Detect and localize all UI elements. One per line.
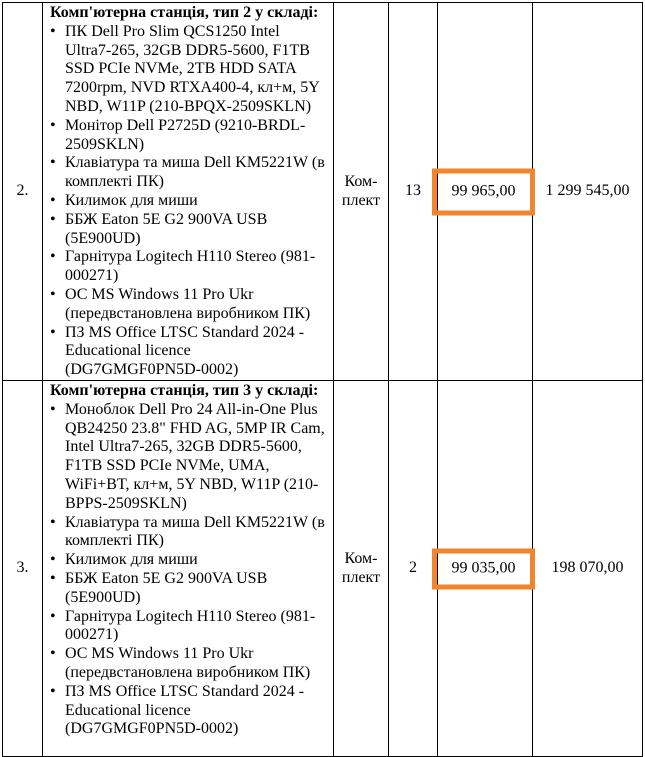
list-item: • ОС MS Windows 11 Pro Ukr (передвстановлена виробником ПК) xyxy=(50,286,328,324)
document-page xyxy=(2,2,643,757)
list-item: • Килимок для миши xyxy=(50,192,328,211)
row-number-cell xyxy=(3,3,43,381)
unit-price-value: 99 965,00 xyxy=(451,182,516,200)
item-description-cell xyxy=(43,3,334,381)
table-row xyxy=(3,3,643,381)
list-item: • Клавіатура та миша Dell KM5221W (в комплекті ПК) xyxy=(50,154,328,192)
row-number-cell xyxy=(3,381,43,757)
unit-price-value: 99 035,00 xyxy=(451,559,516,577)
table-row xyxy=(3,381,643,757)
list-item: • ББЖ Eaton 5E G2 900VA USB (5E900UD) xyxy=(50,211,328,249)
list-item: • ОС MS Windows 11 Pro Ukr (передвстановлена виробником ПК) xyxy=(50,645,328,683)
list-item: • Клавіатура та миша Dell KM5221W (в комплекті ПК) xyxy=(50,514,328,552)
list-item: • Гарнітура Logitech H110 Stereo (981-000271) xyxy=(50,608,328,646)
total-cell xyxy=(533,3,643,381)
unit-value: Ком-плект xyxy=(341,549,381,586)
total-value: 198 070,00 xyxy=(551,559,624,577)
unit-price-cell xyxy=(438,3,533,381)
item-title: Комп'ютерна станція, тип 3 у складі: xyxy=(50,382,319,399)
component-list xyxy=(50,23,328,380)
row-number: 3. xyxy=(16,559,29,577)
list-item: • ПЗ MS Office LTSC Standard 2024 - Educational licence (DG7GMGF0PN5D-0002) xyxy=(50,683,328,739)
list-item: • ББЖ Eaton 5E G2 900VA USB (5E900UD) xyxy=(50,570,328,608)
item-title: Комп'ютерна станція, тип 2 у складі: xyxy=(50,4,319,21)
price-highlight-box xyxy=(432,168,535,215)
unit-value: Ком-плект xyxy=(341,172,381,209)
quantity-value: 13 xyxy=(405,182,421,200)
quantity-cell xyxy=(389,3,438,381)
quantity-value: 2 xyxy=(409,559,417,577)
unit-cell xyxy=(334,3,389,381)
list-item: • ПК Dell Pro Slim QCS1250 Intel Ultra7-265, 32GB DDR5-5600, F1TB SSD PCIe NVMe, 2TB HDD SATA 7200rpm, NVD RTXA400-4, кл+м, 5Y NBD, W11P (210-BPQX-2509SKLN) xyxy=(50,23,328,117)
list-item: • Монітор Dell P2725D (9210-BRDL-2509SKLN) xyxy=(50,117,328,155)
procurement-items-table xyxy=(2,2,643,757)
total-value: 1 299 545,00 xyxy=(545,182,630,200)
total-cell xyxy=(533,381,643,757)
item-description-cell xyxy=(43,381,334,757)
list-item: • Килимок для миши xyxy=(50,551,328,570)
unit-cell xyxy=(334,381,389,757)
unit-price-cell xyxy=(438,381,533,757)
quantity-cell xyxy=(389,381,438,757)
list-item: • Гарнітура Logitech H110 Stereo (981-000271) xyxy=(50,248,328,286)
price-highlight-box xyxy=(432,548,535,589)
row-number: 2. xyxy=(16,182,29,200)
list-item: • ПЗ MS Office LTSC Standard 2024 - Educational licence (DG7GMGF0PN5D-0002) xyxy=(50,324,328,380)
component-list xyxy=(50,401,328,739)
list-item: • Моноблок Dell Pro 24 All-in-One Plus QB24250 23.8" FHD AG, 5MP IR Cam, Intel Ultra7-265, 32GB DDR5-5600, F1TB SSD PCIe NVMe, UMA, WiFi+BT, кл+м, 5Y NBD, W11P (210-BPPS-2509SKLN) xyxy=(50,401,328,514)
